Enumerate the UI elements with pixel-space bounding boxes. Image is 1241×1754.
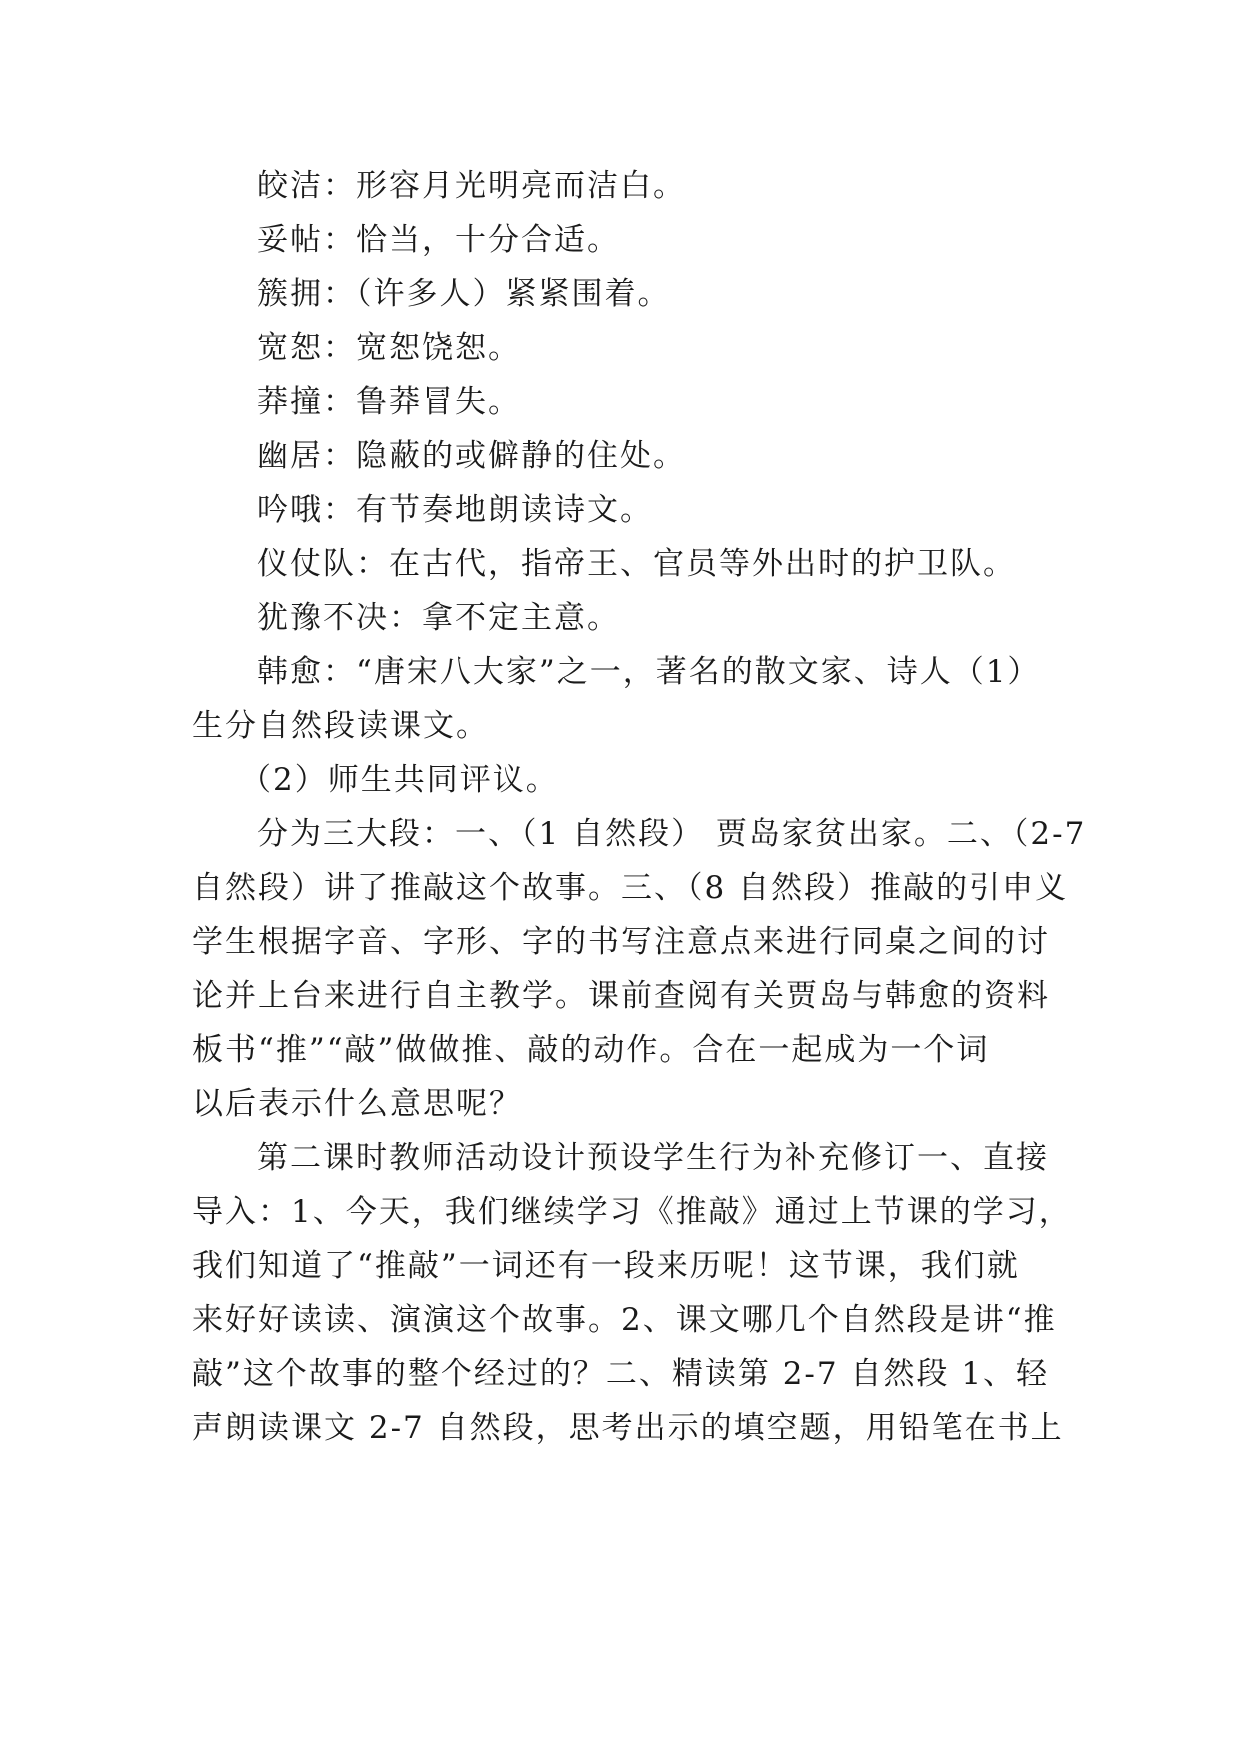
paragraph-line: 声朗读课文 2-7 自然段，思考出示的填空题，用铅笔在书上 <box>192 1410 1064 1446</box>
paragraph-line: 分为三大段：一、（1 自然段） 贾岛家贫出家。二、（2-7 <box>257 816 1087 852</box>
paragraph-line: 来好好读读、演演这个故事。2、课文哪几个自然段是讲“推 <box>192 1302 1057 1338</box>
glossary-line-youyubujue: 犹豫不决：拿不定主意。 <box>257 600 620 636</box>
paragraph-line: 第二课时教师活动设计预设学生行为补充修订一、直接 <box>257 1140 1049 1176</box>
paragraph-line: 我们知道了“推敲”一词还有一段来历呢！这节课，我们就 <box>192 1248 1020 1284</box>
glossary-line-kuanshu: 宽恕：宽恕饶恕。 <box>257 330 521 366</box>
glossary-line-yine: 吟哦：有节奏地朗读诗文。 <box>257 492 653 528</box>
paragraph-line: 导入：1、今天，我们继续学习《推敲》通过上节课的学习， <box>192 1194 1072 1230</box>
glossary-line-youju: 幽居：隐蔽的或僻静的住处。 <box>257 438 686 474</box>
glossary-line-jiaojie: 皎洁：形容月光明亮而洁白。 <box>257 168 686 204</box>
paragraph-line: 以后表示什么意思呢？ <box>192 1086 522 1122</box>
paragraph-line: 敲”这个故事的整个经过的？二、精读第 2-7 自然段 1、轻 <box>192 1356 1050 1392</box>
paragraph-line: 生分自然段读课文。 <box>192 708 489 744</box>
glossary-line-yizhangdui: 仪仗队：在古代，指帝王、官员等外出时的护卫队。 <box>257 546 1016 582</box>
paragraph-line: 板书“推”“敲”做做推、敲的动作。合在一起成为一个词 <box>192 1032 990 1068</box>
paragraph-line: 论并上台来进行自主教学。课前查阅有关贾岛与韩愈的资料 <box>192 978 1050 1014</box>
paragraph-line: 学生根据字音、字形、字的书写注意点来进行同桌之间的讨 <box>192 924 1050 960</box>
glossary-line-hanyu: 韩愈：“唐宋八大家”之一，著名的散文家、诗人（1） <box>257 654 1041 690</box>
glossary-line-tuotie: 妥帖：恰当，十分合适。 <box>257 222 620 258</box>
paragraph-line: （2）师生共同评议。 <box>240 762 559 798</box>
paragraph-line: 自然段）讲了推敲这个故事。三、（8 自然段）推敲的引申义 <box>192 870 1069 906</box>
glossary-line-mangzhuang: 莽撞：鲁莽冒失。 <box>257 384 521 420</box>
glossary-line-cuyong: 簇拥：（许多人）紧紧围着。 <box>257 276 671 312</box>
